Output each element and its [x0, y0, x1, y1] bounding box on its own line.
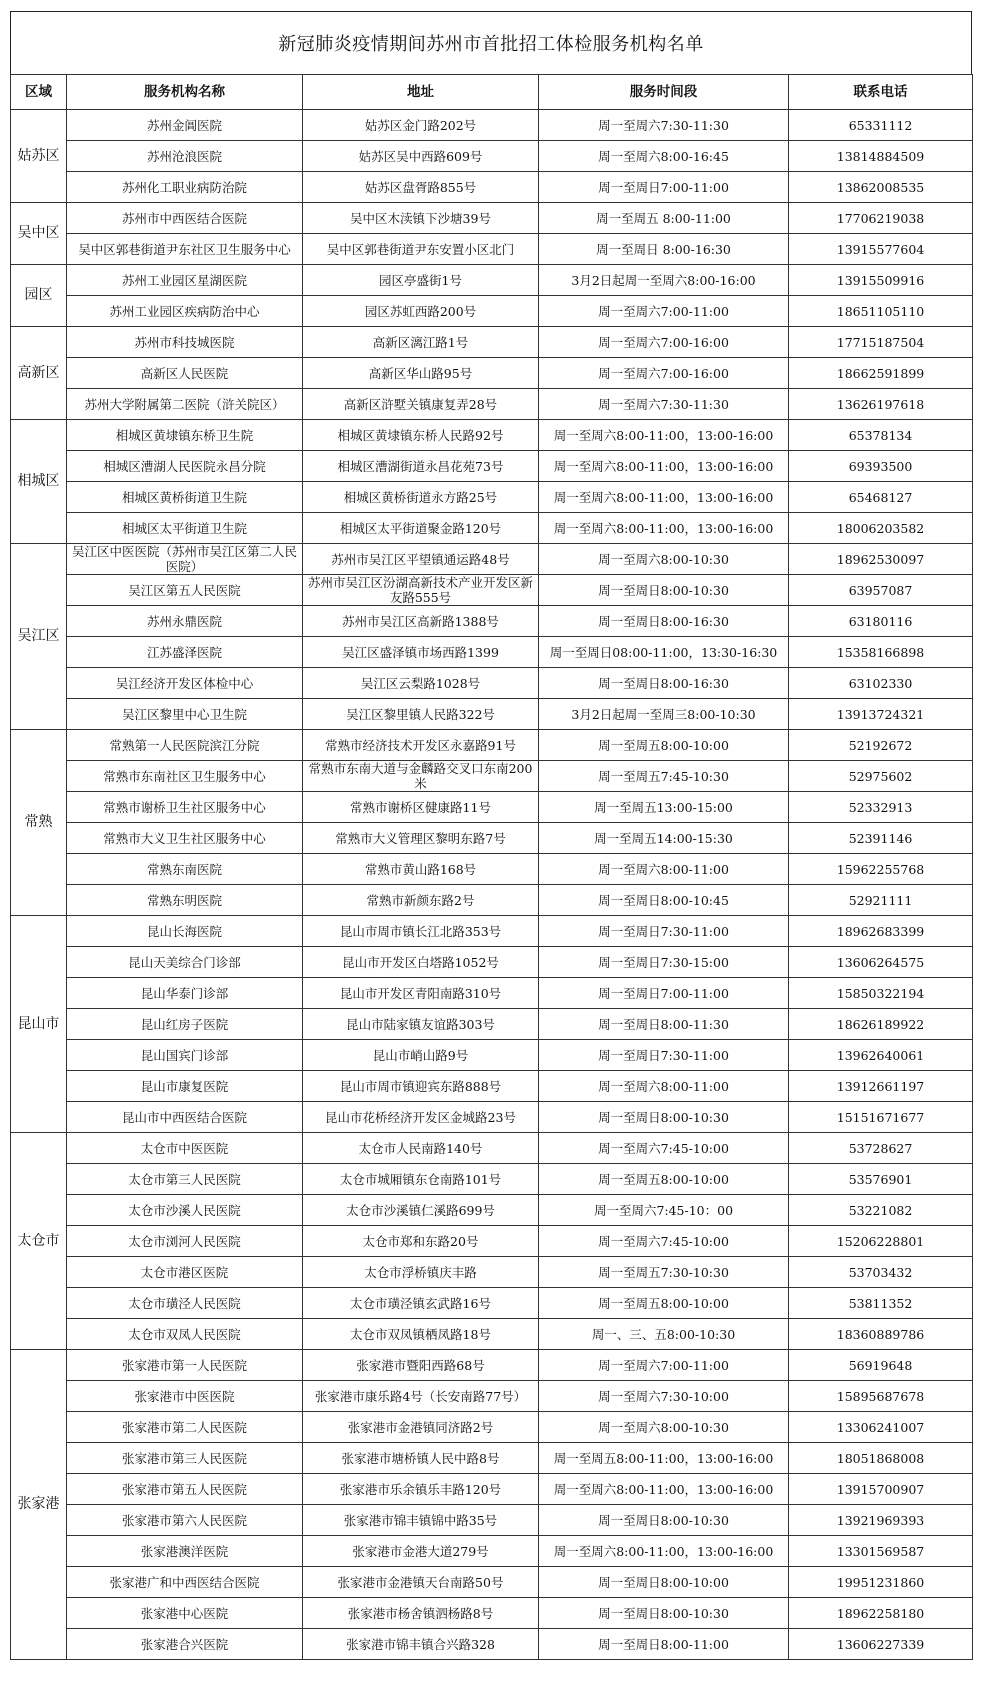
institution-name-cell: 太仓市双凤人民医院 [67, 1319, 303, 1350]
phone-cell: 52332913 [789, 792, 973, 823]
institution-name-cell: 苏州金阊医院 [67, 110, 303, 141]
table-row [11, 1319, 973, 1350]
address-cell: 常熟市大义管理区黎明东路7号 [303, 823, 539, 854]
phone-cell: 65378134 [789, 420, 973, 451]
table-row [11, 203, 973, 234]
service-hours-cell: 3月2日起周一至周三8:00-10:30 [539, 699, 789, 730]
address-cell: 张家港市锦丰镇锦中路35号 [303, 1505, 539, 1536]
table-row [11, 110, 973, 141]
institution-name-cell: 相城区黄桥街道卫生院 [67, 482, 303, 513]
address-cell: 姑苏区金门路202号 [303, 110, 539, 141]
service-hours-cell: 周一至周六7:00-16:00 [539, 327, 789, 358]
table-row [11, 885, 973, 916]
table-row [11, 1505, 973, 1536]
phone-cell: 15151671677 [789, 1102, 973, 1133]
phone-cell: 15206228801 [789, 1226, 973, 1257]
service-hours-cell: 周一至周五7:45-10:30 [539, 761, 789, 792]
address-cell: 昆山市陆家镇友谊路303号 [303, 1009, 539, 1040]
header-phone: 联系电话 [789, 75, 973, 110]
service-hours-cell: 周一至周五8:00-10:00 [539, 1288, 789, 1319]
table-row [11, 1164, 973, 1195]
address-cell: 张家港市金港镇天台南路50号 [303, 1567, 539, 1598]
address-cell: 太仓市璜泾镇玄武路16号 [303, 1288, 539, 1319]
institution-name-cell: 昆山长海医院 [67, 916, 303, 947]
phone-cell: 53576901 [789, 1164, 973, 1195]
institution-name-cell: 吴江区第五人民医院 [67, 575, 303, 606]
header-address: 地址 [303, 75, 539, 110]
institution-name-cell: 太仓市璜泾人民医院 [67, 1288, 303, 1319]
table-row [11, 1195, 973, 1226]
address-cell: 张家港市塘桥镇人民中路8号 [303, 1443, 539, 1474]
address-cell: 高新区华山路95号 [303, 358, 539, 389]
institution-name-cell: 张家港市中医医院 [67, 1381, 303, 1412]
service-hours-cell: 周一至周六7:00-11:00 [539, 296, 789, 327]
table-row [11, 1567, 973, 1598]
phone-cell: 13915700907 [789, 1474, 973, 1505]
address-cell: 张家港市金港大道279号 [303, 1536, 539, 1567]
header-service-hours: 服务时间段 [539, 75, 789, 110]
address-cell: 相城区太平街道聚金路120号 [303, 513, 539, 544]
phone-cell: 18051868008 [789, 1443, 973, 1474]
service-hours-cell: 周一至周六8:00-11:00，13:00-16:00 [539, 420, 789, 451]
table-row [11, 482, 973, 513]
service-hours-cell: 周一至周日8:00-11:30 [539, 1009, 789, 1040]
institution-name-cell: 张家港广和中西医结合医院 [67, 1567, 303, 1598]
service-hours-cell: 周一至周五7:30-10:30 [539, 1257, 789, 1288]
table-row [11, 327, 973, 358]
institution-name-cell: 太仓市第三人民医院 [67, 1164, 303, 1195]
address-cell: 吴中区郭巷街道尹东安置小区北门 [303, 234, 539, 265]
phone-cell: 63180116 [789, 606, 973, 637]
address-cell: 相城区漕湖街道永昌花苑73号 [303, 451, 539, 482]
table-row [11, 1474, 973, 1505]
phone-cell: 63957087 [789, 575, 973, 606]
phone-cell: 15962255768 [789, 854, 973, 885]
phone-cell: 15895687678 [789, 1381, 973, 1412]
table-row [11, 730, 973, 761]
phone-cell: 52921111 [789, 885, 973, 916]
institution-name-cell: 太仓市港区医院 [67, 1257, 303, 1288]
table-row [11, 1071, 973, 1102]
table-row [11, 296, 973, 327]
table-row [11, 1133, 973, 1164]
table-row [11, 1381, 973, 1412]
phone-cell: 13962640061 [789, 1040, 973, 1071]
service-hours-cell: 周一至周六8:00-11:00 [539, 1071, 789, 1102]
address-cell: 吴江区盛泽镇市场西路1399 [303, 637, 539, 668]
address-cell: 昆山市花桥经济开发区金城路23号 [303, 1102, 539, 1133]
table-row [11, 668, 973, 699]
address-cell: 吴江区云梨路1028号 [303, 668, 539, 699]
phone-cell: 13606264575 [789, 947, 973, 978]
address-cell: 张家港市杨舍镇泗杨路8号 [303, 1598, 539, 1629]
table-row [11, 978, 973, 1009]
institution-name-cell: 吴江区中医医院（苏州市吴江区第二人民医院） [67, 544, 303, 575]
table-row [11, 1102, 973, 1133]
table-row [11, 544, 973, 575]
phone-cell: 18626189922 [789, 1009, 973, 1040]
service-hours-cell: 周一至周日08:00-11:00，13:30-16:30 [539, 637, 789, 668]
service-hours-cell: 周一至周六8:00-11:00，13:00-16:00 [539, 1474, 789, 1505]
institution-name-cell: 张家港合兴医院 [67, 1629, 303, 1660]
address-cell: 昆山市周市镇长江北路353号 [303, 916, 539, 947]
phone-cell: 13814884509 [789, 141, 973, 172]
address-cell: 姑苏区盘胥路855号 [303, 172, 539, 203]
institution-name-cell: 高新区人民医院 [67, 358, 303, 389]
phone-cell: 69393500 [789, 451, 973, 482]
table-row [11, 420, 973, 451]
institution-name-cell: 昆山市中西医结合医院 [67, 1102, 303, 1133]
service-hours-cell: 3月2日起周一至周六8:00-16:00 [539, 265, 789, 296]
table-row [11, 575, 973, 606]
phone-cell: 18962530097 [789, 544, 973, 575]
service-hours-cell: 周一至周日7:30-11:00 [539, 916, 789, 947]
address-cell: 太仓市沙溪镇仁溪路699号 [303, 1195, 539, 1226]
phone-cell: 52192672 [789, 730, 973, 761]
service-hours-cell: 周一至周五8:00-10:00 [539, 730, 789, 761]
phone-cell: 18962258180 [789, 1598, 973, 1629]
institution-name-cell: 太仓市沙溪人民医院 [67, 1195, 303, 1226]
institution-name-cell: 张家港市第二人民医院 [67, 1412, 303, 1443]
table-row [11, 234, 973, 265]
phone-cell: 13915577604 [789, 234, 973, 265]
phone-cell: 63102330 [789, 668, 973, 699]
institution-name-cell: 相城区漕湖人民医院永昌分院 [67, 451, 303, 482]
institution-name-cell: 吴江经济开发区体检中心 [67, 668, 303, 699]
region-cell: 昆山市 [11, 916, 67, 1133]
institution-name-cell: 昆山天美综合门诊部 [67, 947, 303, 978]
phone-cell: 53728627 [789, 1133, 973, 1164]
phone-cell: 65468127 [789, 482, 973, 513]
institution-name-cell: 苏州化工职业病防治院 [67, 172, 303, 203]
address-cell: 张家港市锦丰镇合兴路328 [303, 1629, 539, 1660]
service-hours-cell: 周一至周日7:30-15:00 [539, 947, 789, 978]
region-cell: 张家港 [11, 1350, 67, 1660]
phone-cell: 13915509916 [789, 265, 973, 296]
address-cell: 太仓市双凤镇栖凤路18号 [303, 1319, 539, 1350]
address-cell: 张家港市金港镇同济路2号 [303, 1412, 539, 1443]
table-row [11, 699, 973, 730]
service-hours-cell: 周一至周六7:00-16:00 [539, 358, 789, 389]
institution-name-cell: 常熟东明医院 [67, 885, 303, 916]
address-cell: 园区苏虹西路200号 [303, 296, 539, 327]
region-cell: 园区 [11, 265, 67, 327]
address-cell: 昆山市开发区青阳南路310号 [303, 978, 539, 1009]
institution-name-cell: 张家港市第一人民医院 [67, 1350, 303, 1381]
address-cell: 张家港市暨阳西路68号 [303, 1350, 539, 1381]
phone-cell: 13606227339 [789, 1629, 973, 1660]
address-cell: 苏州市吴江区平望镇通运路48号 [303, 544, 539, 575]
phone-cell: 13912661197 [789, 1071, 973, 1102]
region-cell: 常熟 [11, 730, 67, 916]
service-hours-cell: 周一至周六7:30-11:30 [539, 110, 789, 141]
region-cell: 姑苏区 [11, 110, 67, 203]
address-cell: 张家港市乐余镇乐丰路120号 [303, 1474, 539, 1505]
service-hours-cell: 周一至周五13:00-15:00 [539, 792, 789, 823]
table-row [11, 761, 973, 792]
address-cell: 昆山市周市镇迎宾东路888号 [303, 1071, 539, 1102]
service-hours-cell: 周一至周六7:30-11:30 [539, 389, 789, 420]
address-cell: 太仓市浮桥镇庆丰路 [303, 1257, 539, 1288]
service-hours-cell: 周一至周六8:00-10:30 [539, 1412, 789, 1443]
address-cell: 园区亭盛街1号 [303, 265, 539, 296]
address-cell: 相城区黄埭镇东桥人民路92号 [303, 420, 539, 451]
institution-name-cell: 常熟市谢桥卫生社区服务中心 [67, 792, 303, 823]
phone-cell: 52975602 [789, 761, 973, 792]
institution-name-cell: 常熟第一人民医院滨江分院 [67, 730, 303, 761]
service-hours-cell: 周一至周日8:00-10:30 [539, 1102, 789, 1133]
table-row [11, 1009, 973, 1040]
header-institution-name: 服务机构名称 [67, 75, 303, 110]
table-row [11, 854, 973, 885]
institution-name-cell: 常熟东南医院 [67, 854, 303, 885]
institution-name-cell: 苏州市科技城医院 [67, 327, 303, 358]
address-cell: 太仓市城厢镇东仓南路101号 [303, 1164, 539, 1195]
institution-name-cell: 张家港中心医院 [67, 1598, 303, 1629]
phone-cell: 17706219038 [789, 203, 973, 234]
service-hours-cell: 周一至周日8:00-10:00 [539, 1567, 789, 1598]
document-sheet [10, 11, 972, 1660]
header-region: 区域 [11, 75, 67, 110]
table-row [11, 389, 973, 420]
service-hours-cell: 周一至周日8:00-10:30 [539, 575, 789, 606]
table-row [11, 1226, 973, 1257]
service-hours-cell: 周一至周五8:00-10:00 [539, 1164, 789, 1195]
service-hours-cell: 周一至周日8:00-10:30 [539, 1598, 789, 1629]
institution-name-cell: 苏州沧浪医院 [67, 141, 303, 172]
table-row [11, 1443, 973, 1474]
table-row [11, 792, 973, 823]
phone-cell: 13913724321 [789, 699, 973, 730]
phone-cell: 53703432 [789, 1257, 973, 1288]
institution-name-cell: 相城区黄埭镇东桥卫生院 [67, 420, 303, 451]
address-cell: 相城区黄桥街道永方路25号 [303, 482, 539, 513]
service-hours-cell: 周一至周六7:45-10:00 [539, 1133, 789, 1164]
region-cell: 相城区 [11, 420, 67, 544]
address-cell: 常熟市经济技术开发区永嘉路91号 [303, 730, 539, 761]
service-hours-cell: 周一至周日8:00-16:30 [539, 606, 789, 637]
table-row [11, 1629, 973, 1660]
service-hours-cell: 周一至周五14:00-15:30 [539, 823, 789, 854]
table-row [11, 1257, 973, 1288]
institution-table [10, 74, 973, 1660]
address-cell: 常熟市谢桥区健康路11号 [303, 792, 539, 823]
region-cell: 吴江区 [11, 544, 67, 730]
table-body [11, 110, 973, 1660]
table-row [11, 1040, 973, 1071]
document-title: 新冠肺炎疫情期间苏州市首批招工体检服务机构名单 [10, 11, 972, 74]
institution-name-cell: 吴江区黎里中心卫生院 [67, 699, 303, 730]
table-row [11, 172, 973, 203]
phone-cell: 18962683399 [789, 916, 973, 947]
table-row [11, 1350, 973, 1381]
address-cell: 张家港市康乐路4号（长安南路77号） [303, 1381, 539, 1412]
phone-cell: 13921969393 [789, 1505, 973, 1536]
phone-cell: 53221082 [789, 1195, 973, 1226]
phone-cell: 15850322194 [789, 978, 973, 1009]
institution-name-cell: 昆山华泰门诊部 [67, 978, 303, 1009]
service-hours-cell: 周一至周日8:00-10:30 [539, 1505, 789, 1536]
institution-name-cell: 昆山红房子医院 [67, 1009, 303, 1040]
region-cell: 高新区 [11, 327, 67, 420]
phone-cell: 56919648 [789, 1350, 973, 1381]
institution-name-cell: 苏州市中西医结合医院 [67, 203, 303, 234]
table-row [11, 1536, 973, 1567]
address-cell: 苏州市吴江区汾湖高新技术产业开发区新友路555号 [303, 575, 539, 606]
service-hours-cell: 周一至周日8:00-10:45 [539, 885, 789, 916]
address-cell: 常熟市东南大道与金麟路交叉口东南200米 [303, 761, 539, 792]
service-hours-cell: 周一至周六7:45-10：00 [539, 1195, 789, 1226]
institution-name-cell: 吴中区郭巷街道尹东社区卫生服务中心 [67, 234, 303, 265]
address-cell: 太仓市郑和东路20号 [303, 1226, 539, 1257]
institution-name-cell: 张家港澳洋医院 [67, 1536, 303, 1567]
phone-cell: 52391146 [789, 823, 973, 854]
institution-name-cell: 太仓市浏河人民医院 [67, 1226, 303, 1257]
address-cell: 太仓市人民南路140号 [303, 1133, 539, 1164]
table-row [11, 947, 973, 978]
institution-name-cell: 常熟市大义卫生社区服务中心 [67, 823, 303, 854]
service-hours-cell: 周一至周六7:00-11:00 [539, 1350, 789, 1381]
phone-cell: 13301569587 [789, 1536, 973, 1567]
institution-name-cell: 苏州大学附属第二医院（浒关院区） [67, 389, 303, 420]
service-hours-cell: 周一至周五8:00-11:00，13:00-16:00 [539, 1443, 789, 1474]
table-row [11, 1412, 973, 1443]
table-row [11, 637, 973, 668]
phone-cell: 13626197618 [789, 389, 973, 420]
table-row [11, 451, 973, 482]
institution-name-cell: 苏州永鼎医院 [67, 606, 303, 637]
service-hours-cell: 周一至周日 8:00-16:30 [539, 234, 789, 265]
service-hours-cell: 周一至周六8:00-11:00，13:00-16:00 [539, 451, 789, 482]
phone-cell: 18006203582 [789, 513, 973, 544]
table-row [11, 513, 973, 544]
address-cell: 昆山市峭山路9号 [303, 1040, 539, 1071]
region-cell: 吴中区 [11, 203, 67, 265]
phone-cell: 13862008535 [789, 172, 973, 203]
service-hours-cell: 周一至周日8:00-16:30 [539, 668, 789, 699]
address-cell: 常熟市黄山路168号 [303, 854, 539, 885]
service-hours-cell: 周一至周日8:00-11:00 [539, 1629, 789, 1660]
table-row [11, 1598, 973, 1629]
service-hours-cell: 周一至周日7:30-11:00 [539, 1040, 789, 1071]
institution-name-cell: 张家港市第五人民医院 [67, 1474, 303, 1505]
phone-cell: 19951231860 [789, 1567, 973, 1598]
institution-name-cell: 常熟市东南社区卫生服务中心 [67, 761, 303, 792]
institution-name-cell: 江苏盛泽医院 [67, 637, 303, 668]
address-cell: 苏州市吴江区高新路1388号 [303, 606, 539, 637]
service-hours-cell: 周一至周日7:00-11:00 [539, 172, 789, 203]
address-cell: 吴中区木渎镇下沙塘39号 [303, 203, 539, 234]
table-row [11, 606, 973, 637]
institution-name-cell: 张家港市第三人民医院 [67, 1443, 303, 1474]
address-cell: 姑苏区吴中西路609号 [303, 141, 539, 172]
institution-name-cell: 相城区太平街道卫生院 [67, 513, 303, 544]
address-cell: 昆山市开发区白塔路1052号 [303, 947, 539, 978]
phone-cell: 13306241007 [789, 1412, 973, 1443]
service-hours-cell: 周一至周六8:00-11:00，13:00-16:00 [539, 482, 789, 513]
service-hours-cell: 周一至周六7:45-10:00 [539, 1226, 789, 1257]
phone-cell: 53811352 [789, 1288, 973, 1319]
phone-cell: 18360889786 [789, 1319, 973, 1350]
service-hours-cell: 周一至周六8:00-10:30 [539, 544, 789, 575]
institution-name-cell: 苏州工业园区疾病防治中心 [67, 296, 303, 327]
table-row [11, 916, 973, 947]
table-header-row [11, 75, 973, 110]
service-hours-cell: 周一至周六8:00-16:45 [539, 141, 789, 172]
table-row [11, 823, 973, 854]
service-hours-cell: 周一至周六8:00-11:00 [539, 854, 789, 885]
table-row [11, 141, 973, 172]
address-cell: 常熟市新颜东路2号 [303, 885, 539, 916]
institution-name-cell: 昆山市康复医院 [67, 1071, 303, 1102]
phone-cell: 18651105110 [789, 296, 973, 327]
phone-cell: 15358166898 [789, 637, 973, 668]
phone-cell: 17715187504 [789, 327, 973, 358]
address-cell: 高新区浒墅关镇康复弄28号 [303, 389, 539, 420]
service-hours-cell: 周一至周六7:30-10:00 [539, 1381, 789, 1412]
table-row [11, 1288, 973, 1319]
table-row [11, 358, 973, 389]
table-row [11, 265, 973, 296]
phone-cell: 65331112 [789, 110, 973, 141]
institution-name-cell: 太仓市中医医院 [67, 1133, 303, 1164]
service-hours-cell: 周一、三、五8:00-10:30 [539, 1319, 789, 1350]
service-hours-cell: 周一至周日7:00-11:00 [539, 978, 789, 1009]
address-cell: 高新区漓江路1号 [303, 327, 539, 358]
service-hours-cell: 周一至周五 8:00-11:00 [539, 203, 789, 234]
address-cell: 吴江区黎里镇人民路322号 [303, 699, 539, 730]
institution-name-cell: 张家港市第六人民医院 [67, 1505, 303, 1536]
region-cell: 太仓市 [11, 1133, 67, 1350]
institution-name-cell: 昆山国宾门诊部 [67, 1040, 303, 1071]
service-hours-cell: 周一至周六8:00-11:00，13:00-16:00 [539, 513, 789, 544]
institution-name-cell: 苏州工业园区星湖医院 [67, 265, 303, 296]
phone-cell: 18662591899 [789, 358, 973, 389]
service-hours-cell: 周一至周六8:00-11:00，13:00-16:00 [539, 1536, 789, 1567]
